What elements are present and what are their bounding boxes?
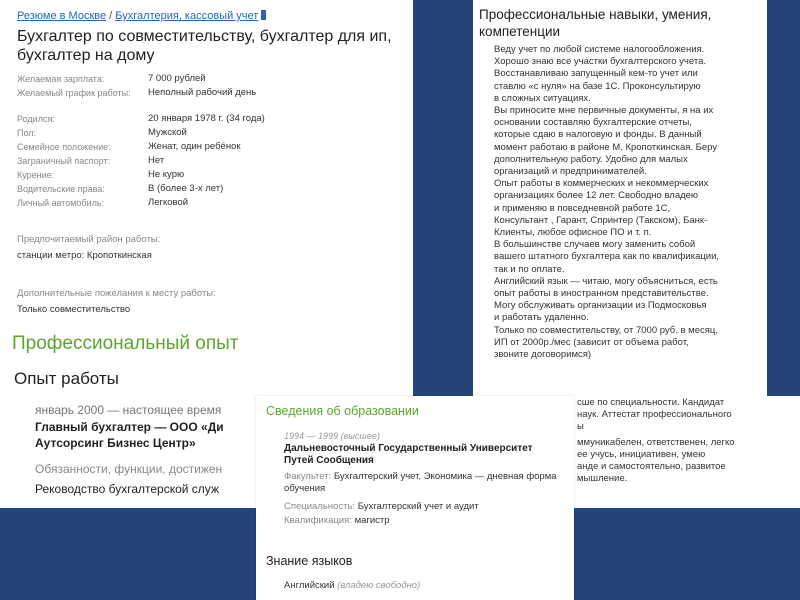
field-label: Заграничный паспорт: [17, 156, 111, 166]
education-heading: Сведения об образовании [266, 404, 419, 418]
skills-line: и работать удаленно. [494, 312, 589, 324]
field-label: Водительские права: [17, 184, 105, 194]
skills-line: организаций и предпринимателей. [494, 166, 647, 178]
field-value: 20 января 1978 г. (34 года) [148, 113, 265, 124]
faculty-label: Факультет: [284, 471, 332, 482]
education-speciality [284, 501, 564, 513]
skills-fragment: сше по специальности. Кандидат [577, 397, 725, 408]
field-value: Нет [148, 155, 165, 166]
field-value: Неполный рабочий день [148, 87, 257, 98]
skills-fragment: анде и самостоятельно, развитое [577, 461, 726, 472]
breadcrumb-separator: / [109, 10, 113, 22]
language-row [284, 580, 420, 591]
wishes-value: Только совместительство [17, 304, 131, 315]
breadcrumb-link-category[interactable]: Бухгалтерия, кассовый учет [115, 10, 259, 22]
wishes-label: Дополнительные пожелания к месту работы: [17, 288, 216, 299]
skills-line: В большинстве случаев могу заменить собой [494, 239, 696, 251]
experience-company: Аутсорсинг Бизнес Центр» [35, 436, 196, 450]
field-label: Желаемая зарплата: [17, 74, 105, 84]
speciality-value: Бухгалтерский учет и аудит [357, 501, 479, 512]
language-level: (владею свободно) [337, 580, 421, 591]
skills-fragment: наук. Аттестат профессионального [577, 409, 732, 420]
skills-text [494, 44, 764, 361]
experience-position: Главный бухгалтер — ООО «Ди [35, 420, 224, 434]
field-value: Мужской [148, 127, 187, 138]
education-university: Дальневосточный Государственный Университет Путей Сообщения [284, 443, 533, 466]
faculty-value: Бухгалтерский учет, Экономика — дневная форма обучения [284, 471, 557, 494]
qualification-value: магистр [354, 515, 390, 526]
skills-line: момент работаю в районе М. Кропоткинская. Беру [494, 141, 718, 153]
education-years: 1994 — 1999 (высшее) [284, 431, 380, 441]
experience-duties-label: Обязанности, функции, достижен [35, 462, 223, 476]
marker-icon [261, 10, 266, 20]
skills-line: опыт работы в иностранном представительстве. [494, 288, 709, 300]
skills-title: Профессиональные навыки, умения, компетенции [479, 7, 712, 39]
field-value: 7 000 рублей [148, 73, 206, 84]
field-label: Семейное положение: [17, 142, 111, 152]
field-value: Женат, один ребёнок [148, 141, 241, 152]
field-label: Желаемый график работы: [17, 88, 131, 98]
skills-line: так и по оплате. [494, 263, 565, 275]
skills-line: Могу обслуживать организации из Подмосковья [494, 300, 707, 312]
skills-line: в сложных ситуациях. [494, 92, 591, 104]
skills-line: вашего штатного бухгалтера как по квалификации, [494, 251, 720, 263]
skills-line: и применяю в повседневной работе 1С, [494, 202, 671, 214]
field-label: Пол: [17, 128, 37, 138]
skills-line: Клиенты, любое офисное ПО и т. п. [494, 227, 652, 239]
field-label: Родился: [17, 114, 55, 124]
field-value: В (более 3-х лет) [148, 183, 224, 194]
skills-line: Веду учет по любой системе налогообложения. [494, 44, 705, 55]
skills-line: Опыт работы в коммерческих и некоммерческих [494, 178, 709, 190]
skills-line: основании составляю бухгалтерские отчеты, [494, 117, 692, 129]
education-panel [256, 396, 574, 600]
field-value: Легковой [148, 197, 189, 208]
skills-fragment: ммуникабелен, ответственен, легко [577, 437, 735, 448]
skills-line: дополнительную работу. Удобно для малых [494, 153, 688, 165]
skills-line: ставлю «с нуля» на базе 1С. Проконсультирую [494, 80, 701, 92]
prof-experience-heading: Профессиональный опыт [12, 333, 239, 354]
field-label: Личный автомобиль: [17, 198, 105, 208]
skills-fragment: мышление. [577, 473, 628, 484]
work-experience-heading: Опыт работы [14, 369, 119, 388]
field-label: Курение: [17, 170, 55, 180]
skills-line: которые сдаю в налоговую и фонды. В данный [494, 129, 702, 141]
languages-heading: Знание языков [266, 554, 353, 568]
skills-line: звоните договоримся) [494, 349, 592, 361]
skills-line: организациях более 12 лет. Свободно владею [494, 190, 699, 202]
experience-duties-value: Реководство бухгалтерской служ [35, 482, 219, 496]
language-name: Английский [284, 580, 335, 591]
resume-title: Бухгалтер по совместительству, бухгалтер для ип, бухгалтер на дому [17, 28, 392, 64]
experience-period: январь 2000 — настоящее время [35, 403, 222, 417]
skills-fragment: ее учусь, инициативен, умею [577, 449, 706, 460]
field-value: Не курю [148, 169, 185, 180]
district-value: станции метро: Кропоткинская [17, 250, 152, 261]
speciality-label: Специальность: [284, 501, 356, 512]
district-label: Предпочитаемый район работы: [17, 234, 161, 245]
skills-line: Только по совместительству, от 7000 руб. в месяц, [494, 324, 718, 336]
education-qualification [284, 515, 564, 527]
skills-line: Консультант , Гарант, Спринтер (Такском), Банк- [494, 214, 708, 226]
skills-fragment: ы [577, 421, 584, 432]
skills-line: Вы приносите мне первичные документы, я на их [494, 105, 714, 117]
skills-line: ИП от 2000р./мес (зависит от объема работ, [494, 336, 689, 348]
skills-line: Английский язык — читаю, могу объясниться, есть [494, 275, 718, 287]
breadcrumb [17, 10, 266, 22]
skills-line: Хорошо знаю все участки бухгалтерского учета. [494, 56, 707, 68]
education-faculty [284, 471, 564, 495]
breadcrumb-link-resumes[interactable]: Резюме в Москве [17, 10, 107, 22]
qualification-label: Квалификация: [284, 515, 352, 526]
skills-line: Восстанавливаю запущенный кем-то учет или [494, 68, 698, 80]
